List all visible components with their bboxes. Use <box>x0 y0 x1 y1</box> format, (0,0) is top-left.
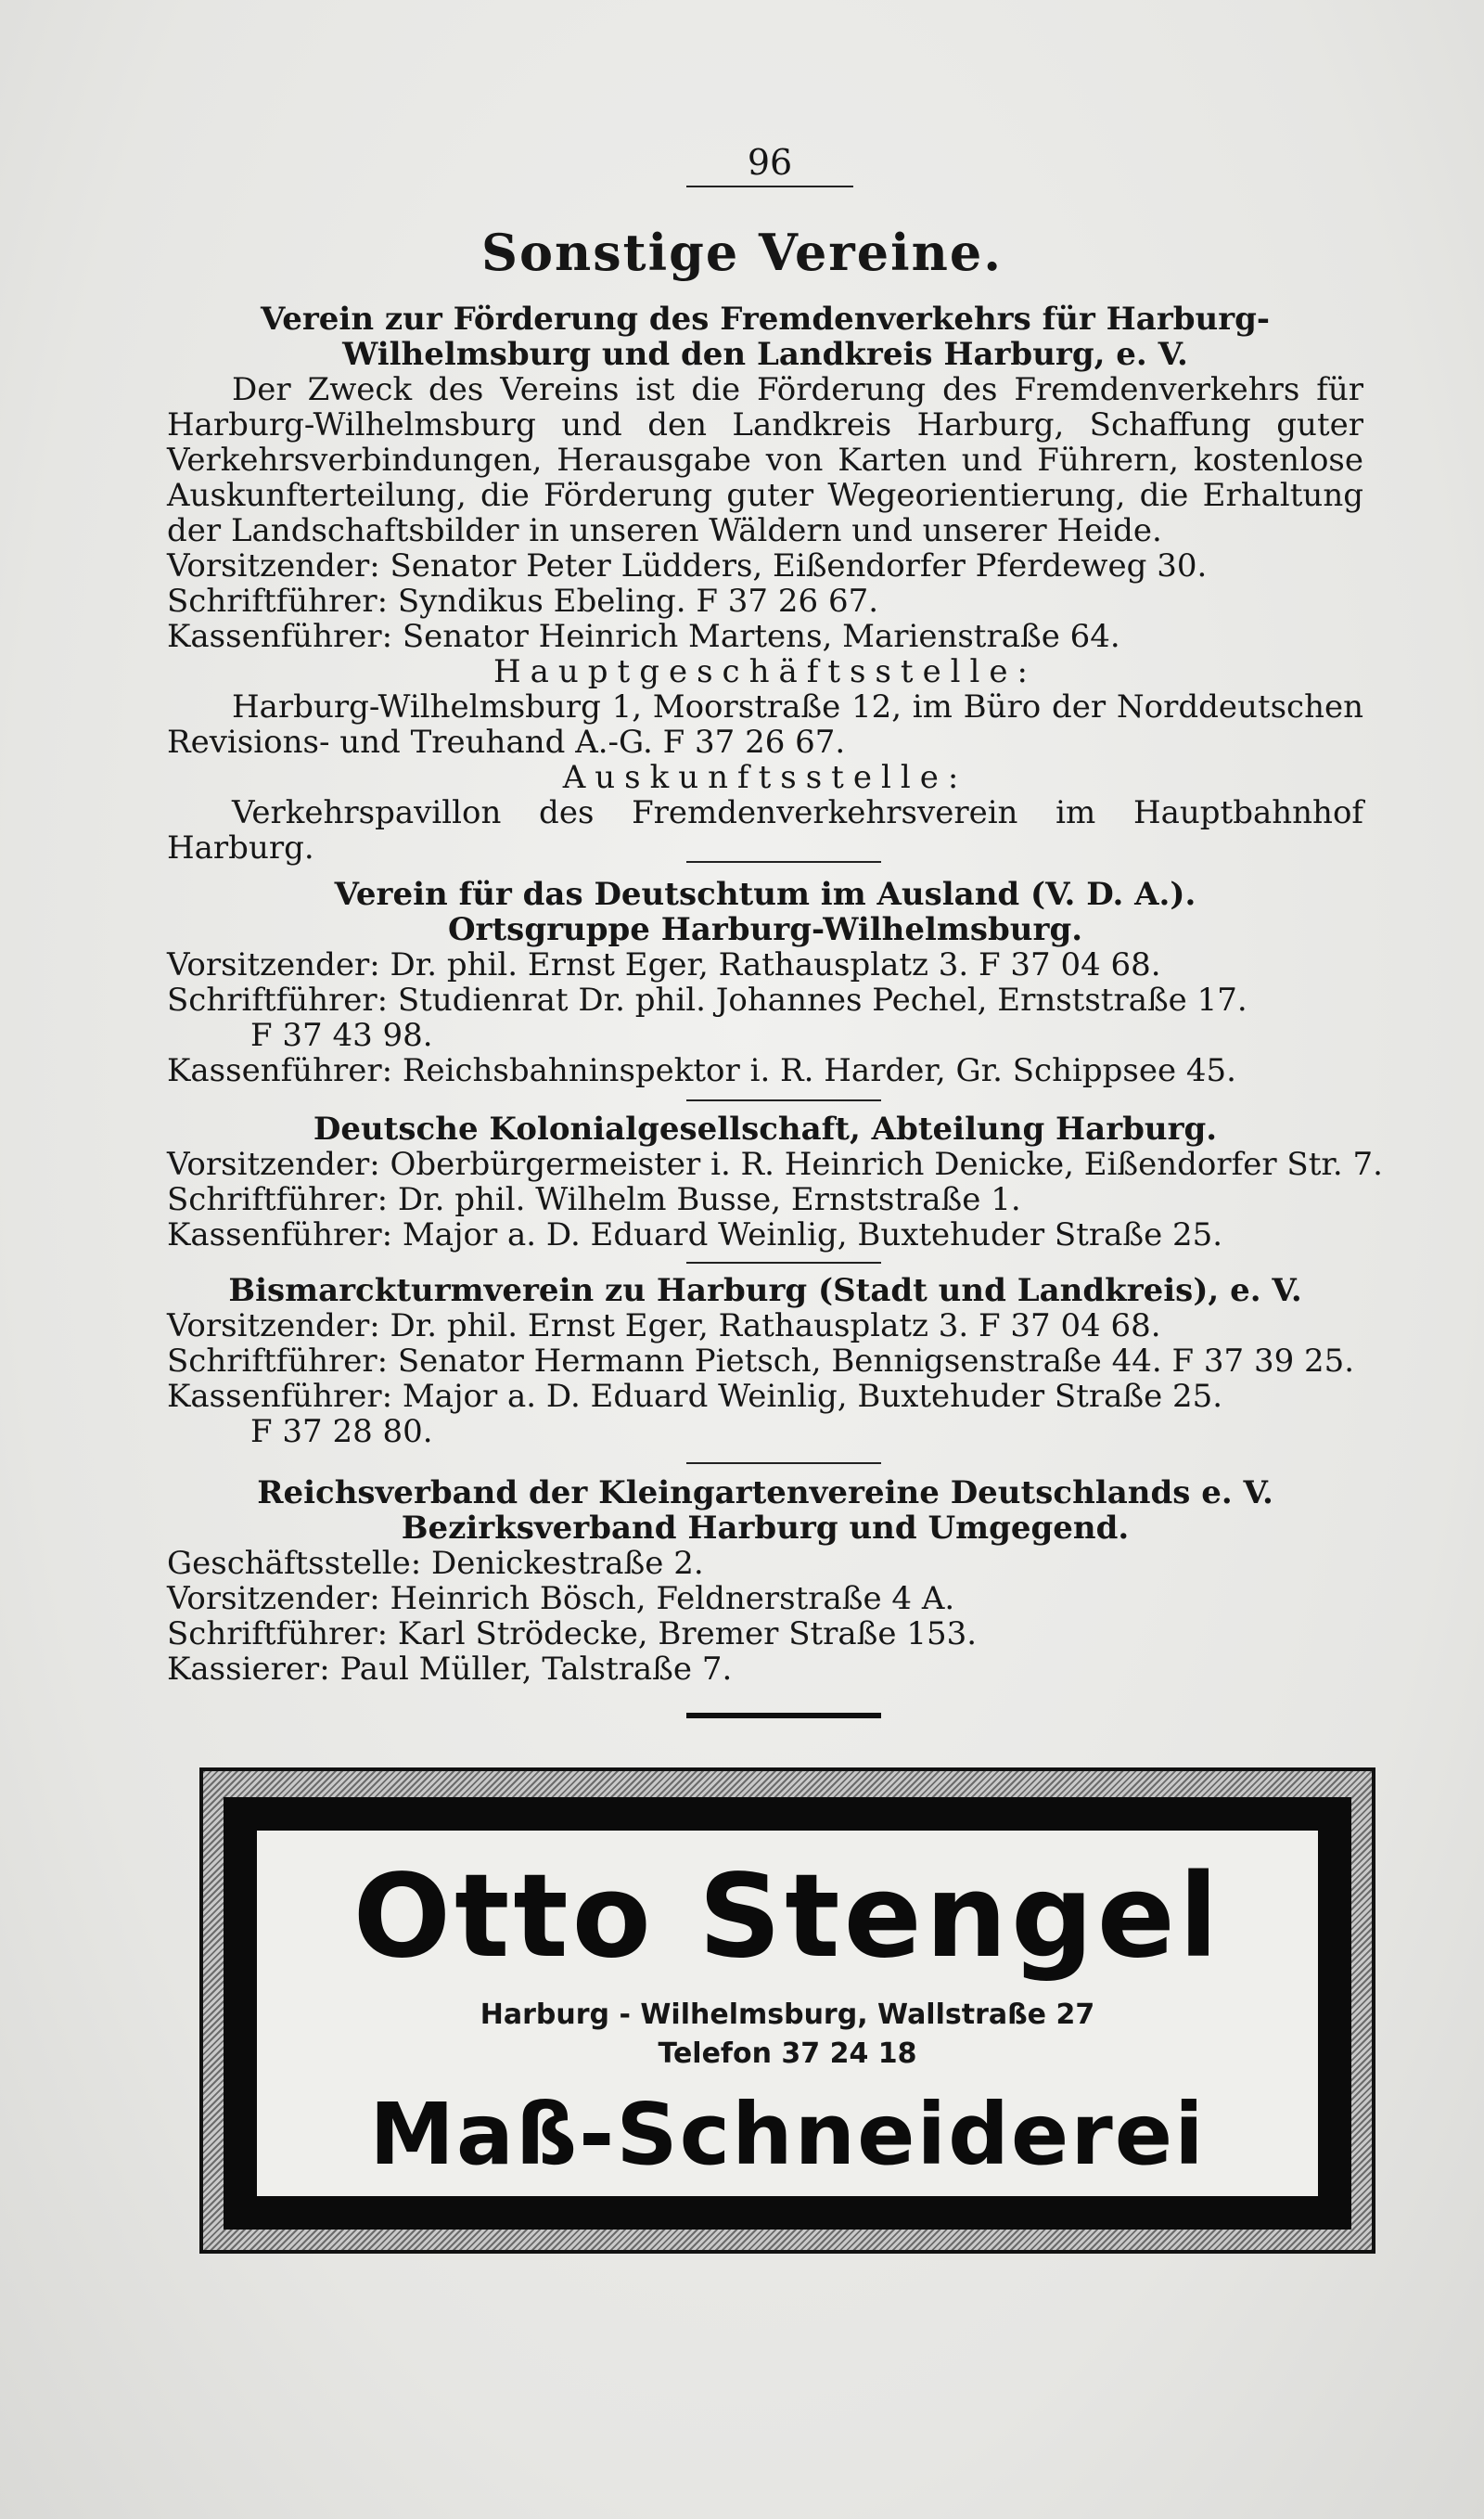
entry-title: Reichsverband der Kleingartenvereine Deutschlands e. V. <box>257 1474 1273 1511</box>
section-divider <box>686 1262 881 1264</box>
entry-kleingartenvereine <box>167 1475 1363 1687</box>
treasurer-line: Kassenführer: Senator Heinrich Martens, Marienstraße 64. <box>167 618 1120 655</box>
information-office-heading: Auskunftsstelle: <box>562 759 968 796</box>
advertisement-frame <box>224 1797 1351 2230</box>
advertiser-trade: Maß-Schneiderei <box>369 2085 1206 2184</box>
treasurer-line: Kassenführer: Major a. D. Eduard Weinlig, Buxtehuder Straße 25. <box>167 1216 1223 1253</box>
entry-kolonialgesellschaft <box>167 1111 1383 1253</box>
office-line: Geschäftsstelle: Denickestraße 2. <box>167 1545 704 1582</box>
entry-vda <box>167 877 1363 1088</box>
secretary-line: Schriftführer: Studienrat Dr. phil. Johannes Pechel, Ernststraße 17. <box>167 982 1247 1019</box>
section-divider <box>686 861 881 863</box>
cashier-line: Kassierer: Paul Müller, Talstraße 7. <box>167 1651 733 1688</box>
entry-title: Bismarckturmverein zu Harburg (Stadt und Landkreis), e. V. <box>228 1272 1302 1309</box>
section-divider <box>686 1462 881 1464</box>
head-office-address: Harburg-Wilhelmsburg 1, Moorstraße 12, im Büro der Norddeutschen Revisions- und Treuhand A.-G. F 37 26 67. <box>167 688 1363 761</box>
chair-line: Vorsitzender: Dr. phil. Ernst Eger, Rathausplatz 3. F 37 04 68. <box>167 946 1161 983</box>
secretary-line: Schriftführer: Syndikus Ebeling. F 37 26 67. <box>167 583 879 620</box>
chair-line: Vorsitzender: Oberbürgermeister i. R. Heinrich Denicke, Eißendorfer Str. 7. <box>167 1146 1383 1183</box>
head-office-heading: Hauptgeschäftsstelle: <box>493 653 1038 690</box>
information-office-address: Verkehrspavillon des Fremdenverkehrsverein im Hauptbahnhof Harburg. <box>167 794 1363 867</box>
treasurer-line: Kassenführer: Major a. D. Eduard Weinlig, Buxtehuder Straße 25. <box>167 1378 1223 1415</box>
entry-fremdenverkehrsverein <box>167 302 1363 866</box>
section-heading: Sonstige Vereine. <box>480 223 1004 282</box>
advertisement-panel <box>257 1831 1318 2196</box>
entry-title: Deutsche Kolonialgesellschaft, Abteilung Harburg. <box>313 1111 1218 1148</box>
entry-description: Der Zweck des Vereins ist die Förderung des Fremdenverkehrs für Harburg-Wilhelmsburg und den Landkreis Harburg, Schaffung guter Verkehrsverbindungen, Herausgabe von Karten und Führern, kostenlose Auskunfterteilung, die Förderung guter Wegeorientierung, die Erhaltung der Landschaftsbilder in unseren Wäldern und unserer Heide. <box>167 371 1363 549</box>
secretary-line: Schriftführer: Karl Strödecke, Bremer Straße 153. <box>167 1615 978 1652</box>
end-divider <box>686 1713 881 1718</box>
entry-title: Verein zur Förderung des Fremdenverkehrs für Harburg-Wilhelmsburg und den Landkreis Harburg, e. V. <box>260 301 1271 373</box>
entry-bismarckturmverein <box>167 1273 1363 1449</box>
section-divider <box>686 1099 881 1101</box>
secretary-phone: F 37 43 98. <box>250 1017 433 1054</box>
advertisement <box>199 1767 1375 2254</box>
chair-line: Vorsitzender: Heinrich Bösch, Feldnerstraße 4 A. <box>167 1580 955 1617</box>
page-number: 96 <box>747 142 793 183</box>
secretary-line: Schriftführer: Dr. phil. Wilhelm Busse, Ernststraße 1. <box>167 1181 1021 1218</box>
advertiser-phone: Telefon 37 24 18 <box>658 2037 917 2070</box>
chair-line: Vorsitzender: Senator Peter Lüdders, Eißendorfer Pferdeweg 30. <box>167 547 1208 585</box>
entry-title: Verein für das Deutschtum im Ausland (V. D. A.). <box>334 876 1196 913</box>
chair-line: Vorsitzender: Dr. phil. Ernst Eger, Rathausplatz 3. F 37 04 68. <box>167 1307 1161 1344</box>
advertiser-name: Otto Stengel <box>352 1850 1222 1984</box>
page-number-rule <box>686 186 853 187</box>
treasurer-phone: F 37 28 80. <box>250 1413 433 1450</box>
treasurer-line: Kassenführer: Reichsbahninspektor i. R. Harder, Gr. Schippsee 45. <box>167 1052 1236 1089</box>
entry-subtitle: Bezirksverband Harburg und Umgegend. <box>401 1510 1130 1547</box>
advertiser-address: Harburg - Wilhelmsburg, Wallstraße 27 <box>480 1998 1095 2031</box>
entry-subtitle: Ortsgruppe Harburg-Wilhelmsburg. <box>447 911 1083 948</box>
secretary-line: Schriftführer: Senator Hermann Pietsch, Bennigsenstraße 44. F 37 39 25. <box>167 1343 1355 1380</box>
